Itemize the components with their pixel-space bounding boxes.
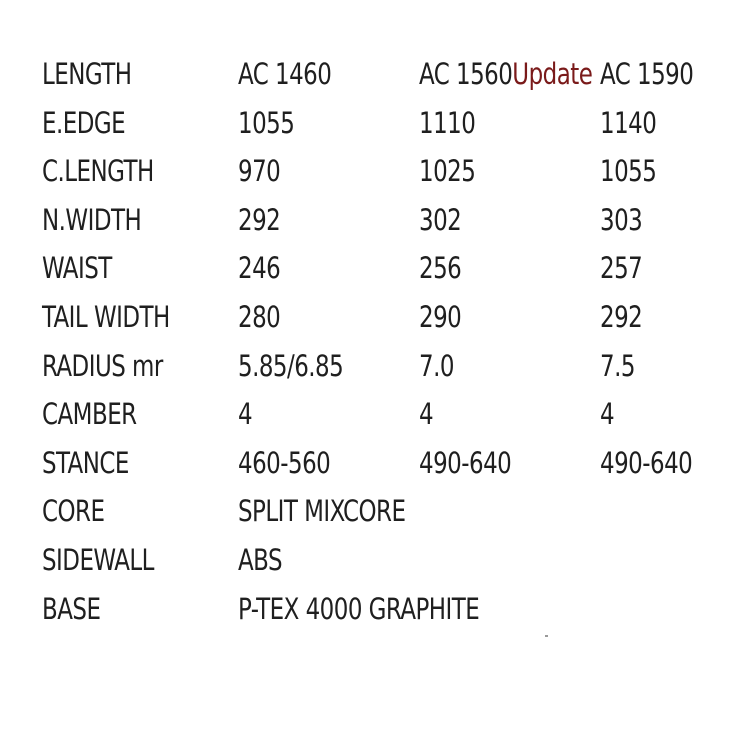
spec-row-camber (0, 392, 730, 441)
length-label: LENGTH (42, 57, 132, 91)
spec-row-stance (0, 441, 730, 490)
spec-row-base (0, 587, 730, 636)
model-ac-1560-name: AC 1560 (419, 57, 513, 91)
spec-value: 290 (419, 299, 462, 334)
spec-value: 1055 (238, 105, 295, 140)
spec-label: RADIUS mr (42, 348, 163, 383)
spec-label: SIDEWALL (42, 542, 154, 577)
spec-label: BASE (42, 591, 101, 626)
spec-row-c-length (0, 149, 730, 198)
update-tag: Update (512, 57, 593, 91)
speck-mark (545, 635, 548, 637)
spec-value: 490-640 (600, 445, 693, 480)
spec-row-waist (0, 246, 730, 295)
spec-row-core (0, 489, 730, 538)
spec-label: TAIL WIDTH (42, 299, 170, 334)
model-ac-1560 (419, 52, 592, 96)
spec-value: SPLIT MIXCORE (238, 494, 406, 529)
header-row (0, 52, 730, 101)
spec-value: 1110 (419, 105, 476, 140)
spec-value: 460-560 (238, 445, 331, 480)
spec-row-e-edge (0, 101, 730, 150)
spec-label: WAIST (42, 251, 112, 286)
spec-row-n-width (0, 198, 730, 247)
spec-value: 1140 (600, 105, 657, 140)
spec-label: STANCE (42, 445, 129, 480)
spec-row-sidewall (0, 538, 730, 587)
spec-value: ABS (238, 542, 282, 577)
spec-value: 257 (600, 251, 643, 286)
spec-value: 292 (600, 299, 643, 334)
spec-row-radius (0, 344, 730, 393)
spec-label: C.LENGTH (42, 154, 154, 189)
model-ac-1460: AC 1460 (238, 57, 332, 91)
spec-value: 4 (600, 397, 615, 432)
spec-value: 5.85/6.85 (238, 348, 344, 383)
spec-value: 302 (419, 202, 462, 237)
spec-label: N.WIDTH (42, 202, 142, 237)
spec-value: 4 (238, 397, 253, 432)
spec-value: 1025 (419, 154, 476, 189)
spec-value: 7.5 (600, 348, 635, 383)
spec-value: 256 (419, 251, 462, 286)
spec-row-tail-width (0, 295, 730, 344)
spec-value: 7.0 (419, 348, 454, 383)
spec-value: 292 (238, 202, 281, 237)
spec-label: CORE (42, 494, 105, 529)
spec-value: 490-640 (419, 445, 512, 480)
spec-value: 280 (238, 299, 281, 334)
spec-value: 303 (600, 202, 643, 237)
spec-value: 970 (238, 154, 281, 189)
spec-label: E.EDGE (42, 105, 126, 140)
model-ac-1590: AC 1590 (600, 57, 694, 91)
spec-label: CAMBER (42, 397, 137, 432)
spec-table (0, 52, 730, 635)
spec-value: 4 (419, 397, 434, 432)
spec-value: 246 (238, 251, 281, 286)
spec-value: 1055 (600, 154, 657, 189)
spec-value: P-TEX 4000 GRAPHITE (238, 591, 480, 626)
